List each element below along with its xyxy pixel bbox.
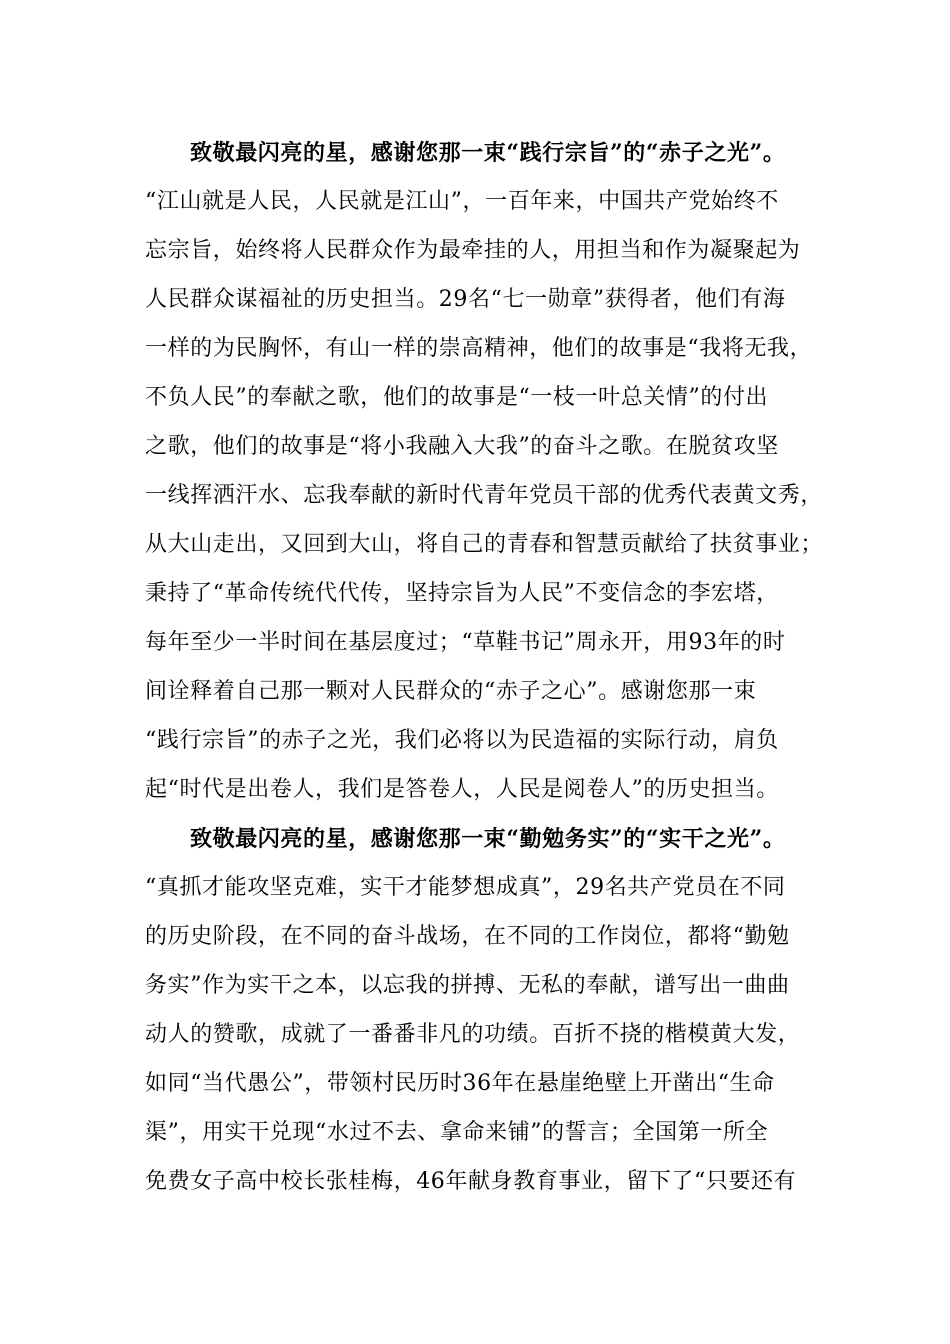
paragraph-2-heading: 致敬最闪亮的星，感谢您那一束“勤勉务实”的“实干之光”。: [190, 826, 786, 852]
text-line: 从大山走出，又回到大山，将自己的青春和智慧贡献给了扶贫事业；: [145, 532, 824, 557]
text-line: 的历史阶段，在不同的奋斗战场，在不同的工作岗位，都将“勤勉: [145, 924, 790, 949]
text-line: “江山就是人民，人民就是江山”，一百年来，中国共产党始终不: [145, 189, 779, 214]
text-line: 忘宗旨，始终将人民群众作为最牵挂的人，用担当和作为凝聚起为: [145, 238, 801, 263]
text-line: 动人的赞歌，成就了一番番非凡的功绩。百折不挠的楷模黄大发，: [145, 1022, 801, 1047]
text-line: 不负人民”的奉献之歌，他们的故事是“一枝一叶总关情”的付出: [145, 385, 769, 410]
text-line: 务实”作为实干之本，以忘我的拼搏、无私的奉献，谱写出一曲曲: [145, 973, 790, 998]
text-line: “真抓才能攻坚克难，实干才能梦想成真”，29名共产党员在不同: [145, 875, 786, 900]
text-line: 渠”，用实干兑现“水过不去、拿命来铺”的誓言；全国第一所全: [145, 1120, 769, 1145]
text-line: 一线挥洒汗水、忘我奉献的新时代青年党员干部的优秀代表黄文秀，: [145, 483, 824, 508]
text-line: 一样的为民胸怀，有山一样的崇高精神，他们的故事是“我将无我，: [145, 336, 813, 361]
text-line: 秉持了“革命传统代代传，坚持宗旨为人民”不变信念的李宏塔，: [145, 581, 779, 606]
text-line: 之歌，他们的故事是“将小我融入大我”的奋斗之歌。在脱贫攻坚: [145, 434, 779, 459]
text-line: “践行宗旨”的赤子之光，我们必将以为民造福的实际行动，肩负: [145, 728, 779, 753]
text-line: 每年至少一半时间在基层度过；“草鞋书记”周永开，用93年的时: [145, 630, 786, 655]
text-line: 免费女子高中校长张桂梅，46年献身教育事业，留下了“只要还有: [145, 1169, 797, 1194]
text-line: 起“时代是出卷人，我们是答卷人，人民是阅卷人”的历史担当。: [145, 777, 779, 802]
text-line: 人民群众谋福祉的历史担当。29名“七一勋章”获得者，他们有海: [145, 287, 786, 312]
text-line: 间诠释着自己那一颗对人民群众的“赤子之心”。感谢您那一束: [145, 679, 757, 704]
paragraph-1-heading: 致敬最闪亮的星，感谢您那一束“践行宗旨”的“赤子之光”。: [190, 140, 786, 166]
text-line: 如同“当代愚公”，带领村民历时36年在悬崖绝壁上开凿出“生命: [145, 1071, 775, 1096]
